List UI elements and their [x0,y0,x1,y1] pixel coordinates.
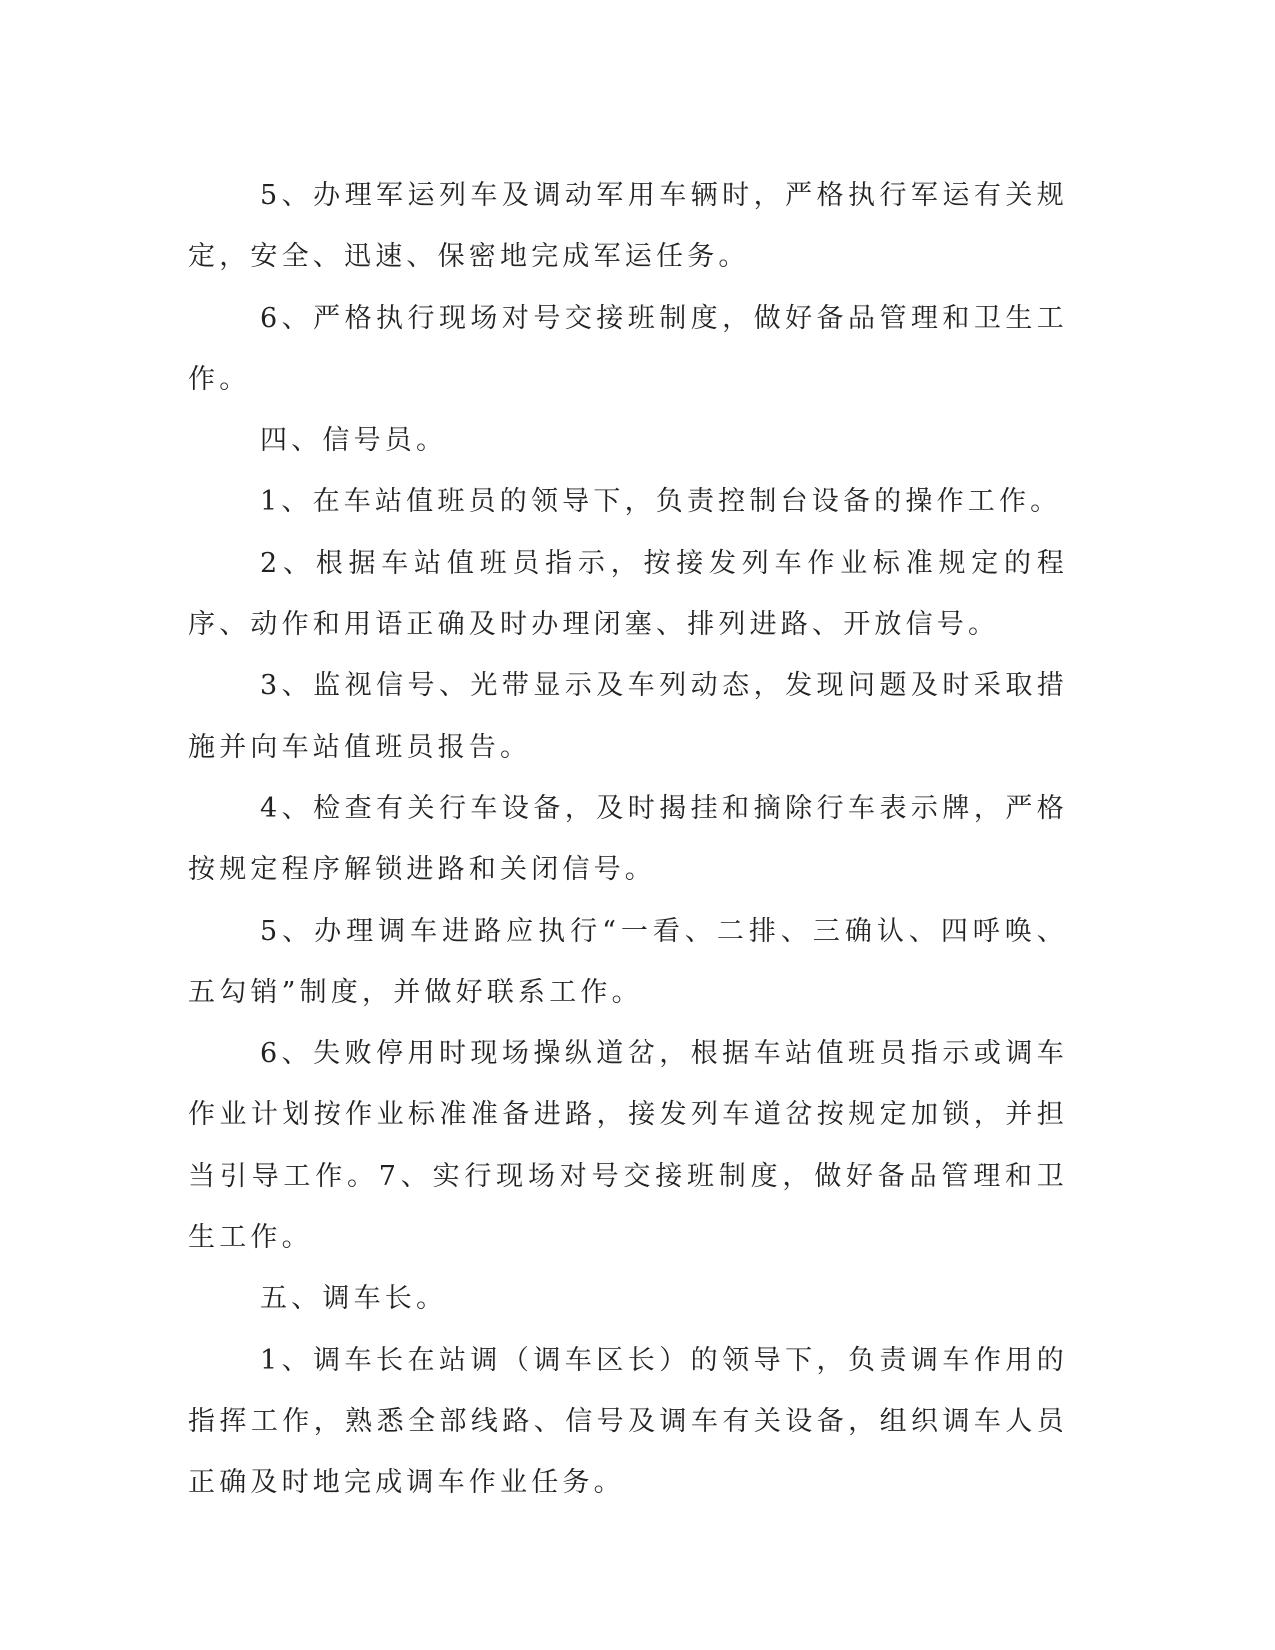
paragraph: 6、失败停用时现场操纵道岔，根据车站值班员指示或调车作业计划按作业标准准备进路，接发列车道岔按规定加锁，并担当引导工作。7、实行现场对号交接班制度，做好备品管理和卫生工作。 [188,1038,1068,1254]
paragraph: 2、根据车站值班员指示，按接发列车作业标准规定的程序、动作和用语正确及时办理闭塞、排列进路、开放信号。 [188,547,1068,641]
paragraph: 5、办理调车进路应执行“一看、二排、三确认、四呼唤、五勾销”制度，并做好联系工作。 [188,915,1068,1008]
paragraph: 1、调车长在站调（调车区长）的领导下，负责调车作用的指挥工作，熟悉全部线路、信号及调车有关设备，组织调车人员正确及时地完成调车作业任务。 [188,1344,1068,1499]
section-heading: 四、信号员。 [260,425,448,457]
paragraph: 3、监视信号、光带显示及车列动态，发现问题及时采取措施并向车站值班员报告。 [188,670,1068,763]
paragraph: 6、严格执行现场对号交接班制度，做好备品管理和卫生工作。 [188,302,1068,395]
paragraph: 4、检查有关行车设备，及时揭挂和摘除行车表示牌，严格按规定程序解锁进路和关闭信号。 [188,792,1068,886]
paragraph: 5、办理军运列车及调动军用车辆时，严格执行军运有关规定，安全、迅速、保密地完成军运任务。 [188,180,1068,273]
paragraph: 1、在车站值班员的领导下，负责控制台设备的操作工作。 [260,486,1062,518]
section-heading: 五、调车长。 [260,1283,448,1315]
document-body [188,165,1068,1514]
